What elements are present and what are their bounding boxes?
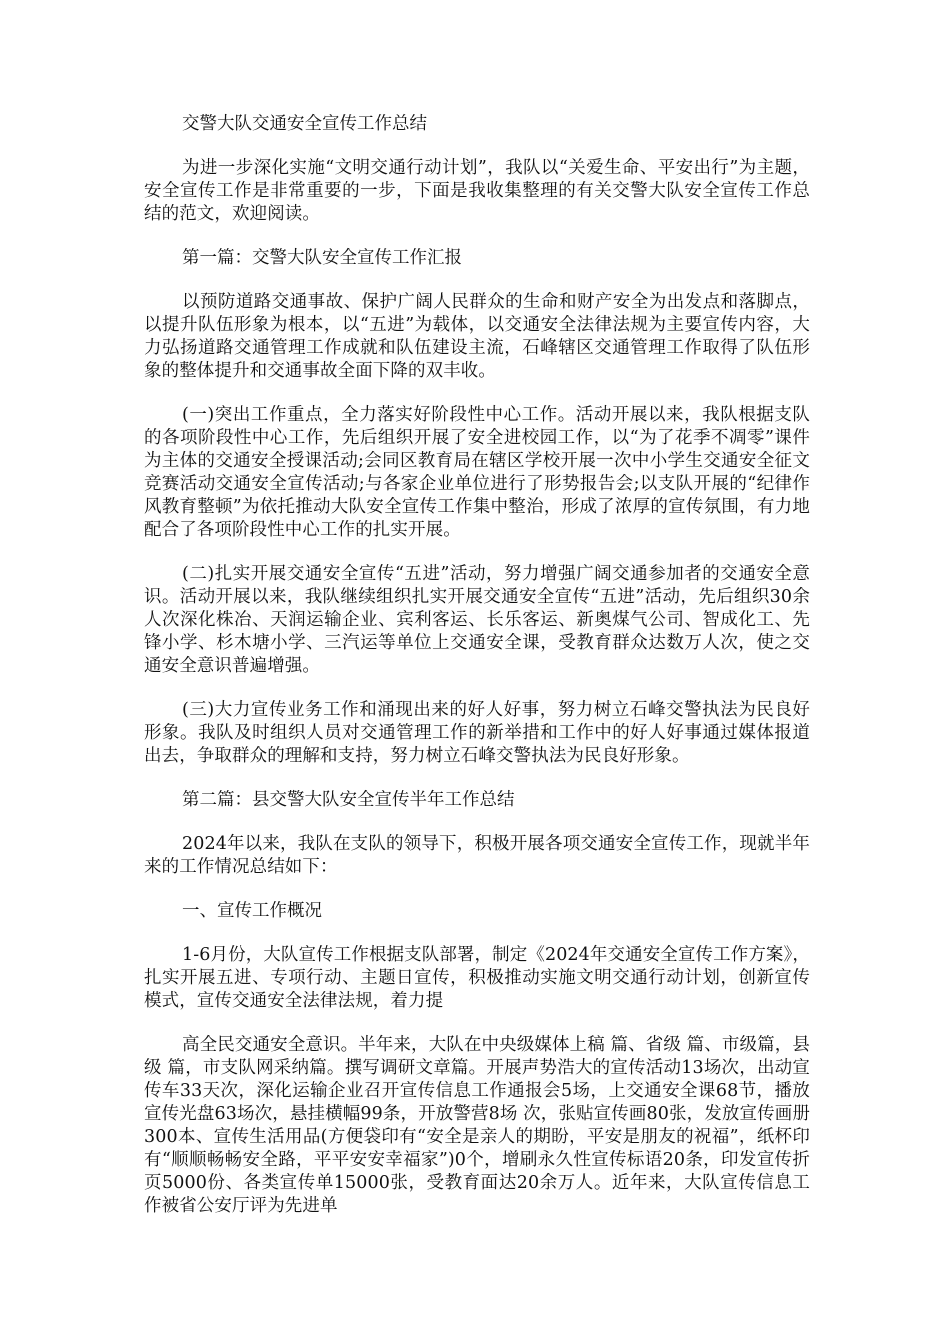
- section2-paragraph-3: 高全民交通安全意识。半年来，大队在中央级媒体上稿 篇、省级 篇、市级篇，县级 篇，市支队网采纳篇。撰写调研文章篇。开展声势浩大的宣传活动13场次，出动宣传车33天次，深化运输企业召开宣传信息工作通报会5场，上交通安全课68节，播放宣传光盘63场次，悬挂横幅99条，开放警营8场 次，张贴宣传画80张，发放宣传画册300本、宣传生活用品(方便袋印有“安全是亲人的期盼，平安是朋友的祝福”，纸杯印有“顺顺畅畅安全路，平平安安幸福家”)0个，增刷永久性宣传标语20条，印发宣传折页5000份、各类宣传单15000张，受教育面达20余万人。近年来，大队宣传信息工作被省公安厅评为先进单: [144, 1035, 810, 1216]
- section1-paragraph-2: (一)突出工作重点，全力落实好阶段性中心工作。活动开展以来，我队根据支队的各项阶段性中心工作，先后组织开展了安全进校园工作，以“为了花季不凋零”课件为主体的交通安全授课活动;会同区教育局在辖区学校开展一次中小学生交通安全征文竞赛活动交通安全宣传活动;与各家企业单位进行了形势报告会;以支队开展的“纪律作风教育整顿”为依托推动大队安全宣传工作集中整治，形成了浓厚的宣传氛围，有力地配合了各项阶段性中心工作的扎实开展。: [144, 405, 810, 540]
- section2-paragraph-1: 2024年以来，我队在支队的领导下，积极开展各项交通安全宣传工作，现就半年来的工作情况总结如下：: [144, 834, 810, 877]
- section1-paragraph-3: (二)扎实开展交通安全宣传“五进”活动，努力增强广阔交通参加者的交通安全意识。活动开展以来，我队继续组织扎实开展交通安全宣传“五进”活动，先后组织30余人次深化株冶、天润运输企业、宾利客运、长乐客运、新奥煤气公司、智成化工、先锋小学、杉木塘小学、三汽运等单位上交通安全课，受教育群众达数万人次，使之交通安全意识普遍增强。: [144, 564, 810, 676]
- document-page: [144, 113, 810, 1239]
- section2-paragraph-2: 1-6月份，大队宣传工作根据支队部署，制定《2024年交通安全宣传工作方案》，扎实开展五进、专项行动、主题日宣传，积极推动实施文明交通行动计划，创新宣传模式，宣传交通安全法律法规，着力提: [144, 945, 810, 1011]
- section1-title: 第一篇：交警大队安全宣传工作汇报: [182, 248, 462, 268]
- section2-subheading-1: 一、宣传工作概况: [182, 901, 322, 921]
- section1-paragraph-4: (三)大力宣传业务工作和涌现出来的好人好事，努力树立石峰交警执法为民良好形象。我队及时组织人员对交通管理工作的新举措和工作中的好人好事通过媒体报道出去，争取群众的理解和支持，努力树立石峰交警执法为民良好形象。: [144, 700, 810, 766]
- section2-title: 第二篇：县交警大队安全宣传半年工作总结: [182, 790, 515, 810]
- intro-paragraph: 为进一步深化实施“文明交通行动计划”，我队以“关爱生命、平安出行”为主题，安全宣传工作是非常重要的一步，下面是我收集整理的有关交警大队安全宣传工作总结的范文，欢迎阅读。: [144, 158, 810, 224]
- section1-paragraph-1: 以预防道路交通事故、保护广阔人民群众的生命和财产安全为出发点和落脚点，以提升队伍形象为根本，以“五进”为载体，以交通安全法律法规为主要宣传内容，大力弘扬道路交通管理工作成就和队伍建设主流，石峰辖区交通管理工作取得了队伍形象的整体提升和交通事故全面下降的双丰收。: [144, 292, 810, 381]
- document-title: 交警大队交通安全宣传工作总结: [182, 114, 427, 134]
